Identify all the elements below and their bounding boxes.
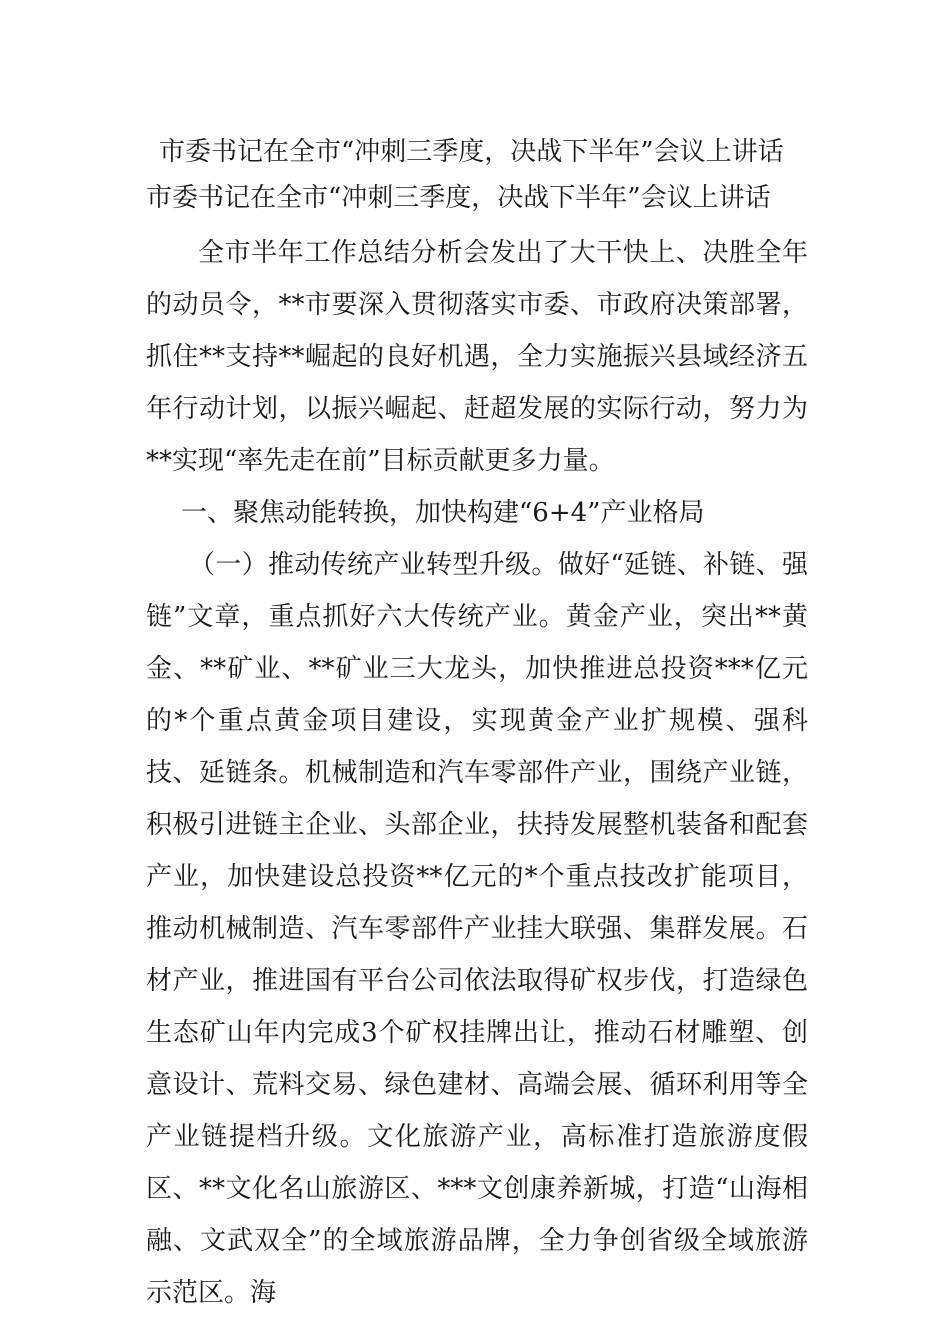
document-body — [146, 227, 808, 1319]
paragraph-intro: 全市半年工作总结分析会发出了大干快上、决胜全年的动员令，**市要深入贯彻落实市委、市政府决策部署，抓住**支持**崛起的良好机遇，全力实施振兴县域经济五年行动计划，以振兴崛起、赶超发展的实际行动，努力为**实现“率先走在前”目标贡献更多力量。 — [146, 238, 808, 476]
document-title-line-1: 市委书记在全市“冲刺三季度，决战下半年”会议上讲话 — [159, 137, 784, 167]
paragraph-1: （一）推动传统产业转型升级。做好“延链、补链、强链”文章，重点抓好六大传统产业。黄金产业，突出**黄金、**矿业、**矿业三大龙头，加快推进总投资***亿元的*个重点黄金项目建设，实现黄金产业扩规模、强科技、延链条。机械制造和汽车零部件产业，围绕产业链，积极引进链主企业、头部企业，扶持发展整机装备和配套产业，加快建设总投资**亿元的*个重点技改扩能项目，推动机械制造、汽车零部件产业挂大联强、集群发展。石材产业，推进国有平台公司依法取得矿权步伐，打造绿色生态矿山年内完成3个矿权挂牌出让，推动石材雕塑、创意设计、荒料交易、绿色建材、高端会展、循环利用等全产业链提档升级。文化旅游产业，高标准打造旅游度假区、**文化名山旅游区、***文创康养新城，打造“山海相融、文武双全”的全域旅游品牌，全力争创省级全域旅游示范区。海 — [146, 550, 808, 1308]
section-heading-1: 一、聚焦动能转换，加快构建“6+4”产业格局 — [181, 498, 705, 528]
document-title-line-2: 市委书记在全市“冲刺三季度，决战下半年”会议上讲话 — [146, 183, 771, 213]
